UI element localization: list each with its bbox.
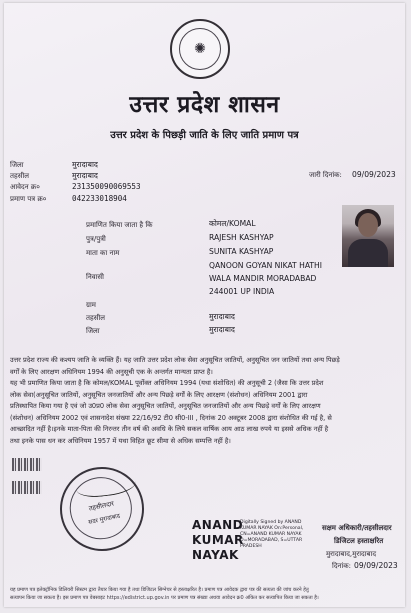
father-name: RAJESH KASHYAP (209, 233, 274, 242)
mother-name: SUNITA KASHYAP (209, 247, 274, 256)
certified-label: प्रमाणित किया जाता है कि (86, 221, 153, 229)
address-line-1: QANOON GOYAN NIKAT HATHI (209, 261, 323, 270)
certificate-page (4, 3, 405, 607)
detail-tehsil-label: तहसील (86, 314, 105, 322)
applicant-name: कोमल/KOMAL (209, 219, 256, 228)
signer-name-second: KUMAR (192, 533, 244, 547)
stamp-text: तहसीलदार (88, 499, 115, 513)
signer-name-first: ANAND (192, 518, 244, 532)
tehsil-value: मुरादाबाद (72, 171, 98, 180)
paragraph-line: आच्छादित नहीं है।इनके माता-पिता की निरन्तर तीन वर्ष की अवधि के लिये सकल वार्षिक आय आठ लाख रुपये या इससे अधिक नहीं है (10, 425, 329, 433)
certificate-subtitle: उत्तर प्रदेश के पिछड़ी जाति के लिए जाति प्रमाण पत्र (110, 130, 299, 141)
certificate-number-label: प्रमाण पत्र क्र० (10, 195, 47, 203)
address-line-3: 244001 UP INDIA (209, 287, 275, 296)
village-label: ग्राम (86, 301, 96, 309)
resident-label: निवासी (86, 273, 104, 281)
detail-district-label: जिला (86, 327, 100, 335)
certificate-number: 042233018904 (72, 194, 127, 203)
verification-footer (10, 586, 402, 602)
officer-date-label: दिनांक: (332, 562, 351, 570)
application-label: आवेदन क्र० (10, 183, 40, 191)
paragraph-line: लोक सेवा(अनुसूचित जातियों, अनुसूचित जनजातियों और अन्य पिछड़े वर्गों के लिए आरक्षण (संशोधन) अधिनियम 2001 द्वारा (10, 390, 308, 399)
digital-signature-note: Digitally Signed by ANAND KUMAR NAYAK On:Personal, CN=ANAND KUMAR NAYAK O=MORADABAD, S=UTTAR PRADESH (240, 520, 304, 549)
page-title: उत्तर प्रदेश शासन (129, 92, 280, 118)
application-number: 231350090069553 (72, 182, 141, 191)
applicant-photo (342, 205, 394, 267)
detail-tehsil-value: मुरादाबाद (209, 312, 235, 321)
stamp-text-2: सदर मुरादाबाद (87, 512, 121, 527)
mother-label: माता का नाम (86, 249, 120, 257)
detail-district-value: मुरादाबाद (209, 325, 235, 334)
officer-date: 09/09/2023 (354, 561, 398, 570)
officer-title: सक्षम अधिकारी/तहसीलदार (322, 524, 392, 532)
officer-place: मुरादाबाद,मुरादाबाद (326, 550, 377, 558)
paragraph-line: वर्गों के लिए आरक्षण अधिनियम 1994 की अनुसूची एक के अन्तर्गत मान्यता प्राप्त है। (10, 367, 213, 376)
barcode-icon (12, 458, 42, 471)
issue-date-value: 09/09/2023 (352, 170, 396, 179)
emblem-center: ✺ (179, 28, 221, 70)
paragraph-line: उत्तर प्रदेश राज्य की कश्यप जाति के व्यक्ति हैं। यह जाति उत्तर प्रदेश लोक सेवा अनुसूचित जातियों, अनुसूचित जन जातियों तथा अन्य पिछड़े (10, 356, 340, 364)
paragraph-line: (संशोधन) अधिनियम 2002 एवं शासनादेश संख्या 22/16/92 टी0 सी0-III , दिनांक 20 अक्टूबर 2008 द्वारा संशोधित की गई है, से (10, 413, 332, 422)
paragraph-line: यह भी प्रमाणित किया जाता है कि कोमल/KOMAL पूर्वोक्त अधिनियम 1994 (यथा संशोधित) की अनुसूची 2 (जैसा कि उत्तर प्रदेश (10, 379, 324, 387)
footer-line: यह प्रमाण पत्र इलेक्ट्रॉनिक डिलिवरी सिस्टम द्वारा तैयार किया गया है तथा डिजिटल सिग्नेचर से हस्ताक्षरित है। प्रमाण पत्र आवेदक द्वारा पत्र की सत्यता की जांच करने हेतु (10, 587, 309, 593)
father-label: पुत्र/पुत्री (86, 235, 106, 243)
certification-paragraph (10, 355, 402, 447)
photo-face (358, 213, 378, 237)
district-value: मुरादाबाद (72, 160, 98, 169)
district-label: जिला (10, 161, 24, 169)
address-line-2: WALA MANDIR MORADABAD (209, 274, 317, 283)
photo-body (348, 239, 388, 267)
footer-line: सत्यापन किया जा सकता है। इस प्रमाण पत्र वेबसाइट https://edistrict.up.gov.in पर प्रमाण पत्र संख्या अथवा आवेदन क्र0 अंकित कर सत्यापित किया जा सकता है। (10, 595, 319, 601)
issue-date-label: जारी दिनांक: (309, 171, 342, 179)
state-emblem-icon (170, 19, 230, 79)
paragraph-line: प्रतिस्थापित किया गया है एवं जो उ0प्र0 लोक सेवा अनुसूचित जातियों, अनुसूचित जनजातियों और अन्य पिछड़े वर्गों के लिए आरक्षण (10, 402, 321, 410)
barcode-icon (12, 481, 42, 494)
officer-digital-sign: डिजिटल हस्ताक्षरित (334, 537, 384, 545)
signer-name-third: NAYAK (192, 548, 239, 562)
paragraph-line: तथा इनके पास धन कर अधिनियम 1957 में यथा विहित छूट सीमा से अधिक सम्पत्ति नहीं है। (10, 436, 231, 445)
tehsil-label: तहसील (10, 172, 29, 180)
